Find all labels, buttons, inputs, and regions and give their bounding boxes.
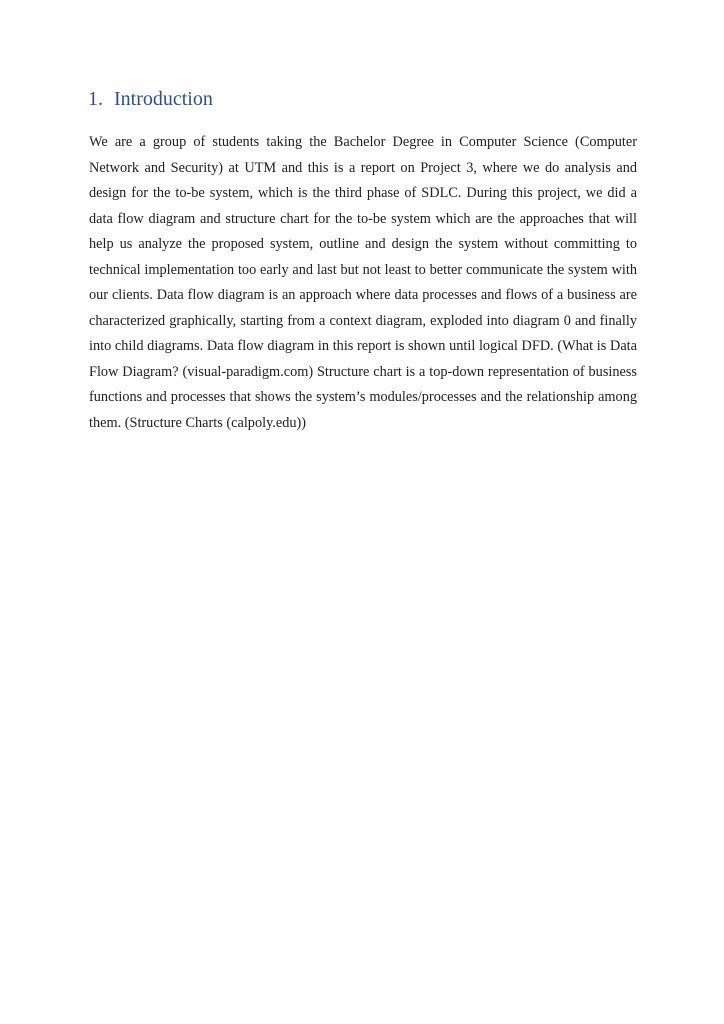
paragraph-line: data flow diagram and structure chart for the to-be system which are the approaches that will xyxy=(89,210,637,227)
paragraph-line: characterized graphically, starting from a context diagram, exploded into diagram 0 and finally xyxy=(89,312,637,329)
paragraph-line: help us analyze the proposed system, outline and design the system without committing to xyxy=(89,236,637,252)
paragraph-line: functions and processes that shows the system’s modules/processes and the relationship among xyxy=(89,389,637,405)
paragraph-line: into child diagrams. Data flow diagram in this report is shown until logical DFD. (What is Data xyxy=(89,338,637,354)
section-heading xyxy=(88,87,213,111)
paragraph-line: our clients. Data flow diagram is an approach where data processes and flows of a business are xyxy=(89,287,637,303)
paragraph-line: them. (Structure Charts (calpoly.edu)) xyxy=(89,414,307,431)
paragraph-line: Network and Security) at UTM and this is a report on Project 3, where we do analysis and xyxy=(89,159,637,176)
paragraph-line: We are a group of students taking the Bachelor Degree in Computer Science (Computer xyxy=(89,134,637,150)
paragraph-line: design for the to-be system, which is the third phase of SDLC. During this project, we did a xyxy=(89,185,637,201)
section-title: Introduction xyxy=(114,88,213,110)
paragraph-line: technical implementation too early and last but not least to better communicate the system with xyxy=(89,261,637,278)
section-number: 1. xyxy=(88,88,103,110)
intro-paragraph xyxy=(89,130,637,436)
paragraph-line: Flow Diagram? (visual-paradigm.com) Structure chart is a top-down representation of business xyxy=(89,363,637,380)
